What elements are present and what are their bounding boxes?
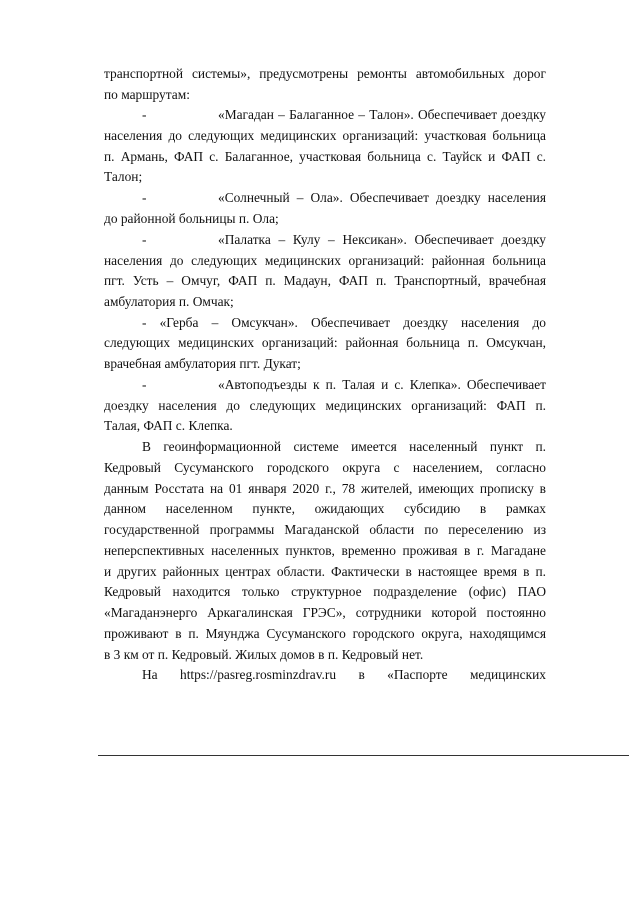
list-bullet: -: [142, 232, 147, 247]
text-line: по маршрутам:: [104, 87, 190, 102]
text-line: - «Герба – Омсукчан». Обеспечивает доездку населения до: [142, 315, 546, 330]
text-line: «Солнечный – Ола». Обеспечивает доездку населения: [218, 190, 546, 205]
text-line: в 3 км от п. Кедровый. Жилых домов в п. Кедровый нет.: [104, 647, 424, 662]
text-line: врачебная амбулатория пгт. Дукат;: [104, 356, 301, 371]
text-line: и других районных центрах области. Фактически в настоящее время в п.: [104, 564, 546, 579]
text-line: населения до следующих медицинских организаций: участковая больница: [104, 128, 546, 143]
text-line: населения до следующих медицинских организаций: районная больница: [104, 253, 546, 268]
text-line: данным Росстата на 01 января 2020 г., 78 жителей, имеющих прописку в: [104, 481, 546, 496]
text-line: «Магадан – Балаганное – Талон». Обеспечивает доездку: [218, 107, 546, 122]
text-line: проживают в п. Мяунджа Сусуманского городского округа, находящимся: [104, 626, 546, 641]
page-divider: [98, 755, 629, 756]
text-line: «Магаданэнерго Аркагалинская ГРЭС», сотрудники которой постоянно: [104, 605, 546, 620]
text-line: На https://pasreg.rosminzdrav.ru в «Паспорте медицинских: [142, 667, 546, 682]
text-line: государственной программы Магаданской области по переселению из: [104, 522, 546, 537]
text-line: Талая, ФАП с. Клепка.: [104, 418, 233, 433]
text-line: данном населенном пункте, ожидающих субсидию в рамках: [104, 501, 546, 516]
text-line: В геоинформационной системе имеется населенный пункт п.: [142, 439, 546, 454]
text-line: Талон;: [104, 169, 143, 184]
text-line: п. Армань, ФАП с. Балаганное, участковая больница с. Тауйск и ФАП с.: [104, 149, 546, 164]
list-bullet: -: [142, 377, 147, 392]
text-line: до районной больницы п. Ола;: [104, 211, 279, 226]
text-line: «Автоподъезды к п. Талая и с. Клепка». Обеспечивает: [218, 377, 546, 392]
list-bullet: -: [142, 190, 147, 205]
text-line: амбулатория п. Омчак;: [104, 294, 234, 309]
text-line: «Палатка – Кулу – Нексикан». Обеспечивает доездку: [218, 232, 546, 247]
text-line: следующих медицинских организаций: районная больница п. Омсукчан,: [104, 335, 546, 350]
text-line: доездку населения до следующих медицинских организаций: ФАП п.: [104, 398, 546, 413]
list-bullet: -: [142, 107, 147, 122]
text-line: Кедровый находится только структурное подразделение (офис) ПАО: [104, 584, 546, 599]
text-line: пгт. Усть – Омчуг, ФАП п. Мадаун, ФАП п. Транспортный, врачебная: [104, 273, 546, 288]
text-line: неперспективных населенных пунктов, временно проживая в г. Магадане: [104, 543, 546, 558]
text-line: Кедровый Сусуманского городского округа с населением, согласно: [104, 460, 546, 475]
text-line: транспортной системы», предусмотрены ремонты автомобильных дорог: [104, 66, 546, 81]
